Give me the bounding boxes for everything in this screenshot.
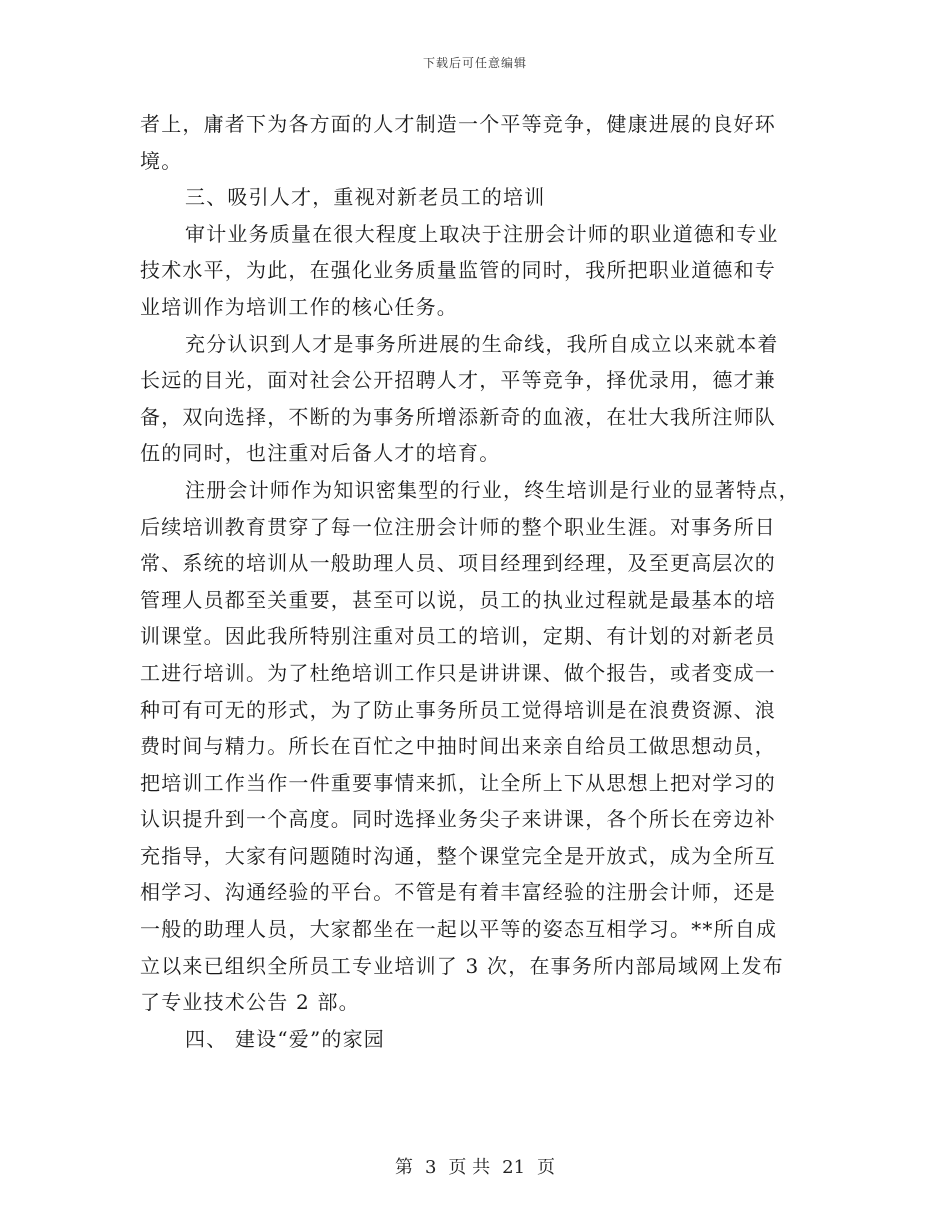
text-line: 备，双向选择，不断的为事务所增添新奇的血液，在壮大我所注师队 (140, 404, 776, 429)
text-line: 者上，庸者下为各方面的人才制造一个平等竞争，健康进展的良好环 (140, 112, 776, 136)
text-line: 种可有可无的形式，为了防止事务所员工觉得培训是在浪费资源、浪 (140, 697, 776, 722)
footer-page-number: 3 (424, 1157, 437, 1178)
text-line: 审计业务质量在很大程度上取决于注册会计师的职业道德和专业 (185, 221, 779, 246)
page-footer (0, 1153, 950, 1179)
text-line: 四、 建设“爱”的家园 (185, 1026, 386, 1051)
text-line: 工进行培训。为了杜绝培训工作只是讲讲课、做个报告，或者变成一 (140, 660, 776, 685)
text-line: 相学习、沟通经验的平台。不管是有着丰富经验的注册会计师，还是 (140, 880, 776, 905)
text-line: 注册会计师作为知识密集型的行业，终生培训是行业的显著特点， (185, 477, 800, 502)
footer-prefix: 第 (394, 1157, 413, 1178)
text-line: 训课堂。因此我所特别注重对员工的培训，定期、有计划的对新老员 (140, 624, 776, 649)
text-line: 了专业技术公告 2 部。 (140, 990, 360, 1015)
document-body (140, 106, 800, 1057)
text-line: 一般的助理人员，大家都坐在一起以平等的姿态互相学习。**所自成 (140, 917, 778, 942)
text-line: 管理人员都至关重要，甚至可以说，员工的执业过程就是最基本的培 (140, 587, 776, 612)
text-line: 技术水平，为此，在强化业务质量监管的同时，我所把职业道德和专 (140, 258, 776, 283)
text-line: 业培训作为培训工作的核心任务。 (140, 294, 458, 319)
footer-middle: 页 共 (448, 1157, 491, 1178)
text-line: 伍的同时，也注重对后备人才的培育。 (140, 441, 501, 466)
text-line: 认识提升到一个高度。同时选择业务尖子来讲课，各个所长在旁边补 (140, 807, 776, 832)
text-line: 长远的目光，面对社会公开招聘人才，平等竞争，择优录用，德才兼 (140, 368, 776, 393)
text-line: 把培训工作当作一件重要事情来抓，让全所上下从思想上把对学习的 (140, 770, 776, 795)
text-line: 常、系统的培训从一般助理人员、项目经理到经理，及至更高层次的 (140, 551, 776, 576)
text-line: 费时间与精力。所长在百忙之中抽时间出来亲自给员工做思想动员， (140, 734, 776, 759)
text-line: 充分认识到人才是事务所进展的生命线，我所自成立以来就本着 (185, 331, 779, 356)
text-line: 境。 (140, 148, 183, 173)
footer-suffix: 页 (537, 1157, 556, 1178)
text-line: 充指导，大家有问题随时沟通，整个课堂完全是开放式，成为全所互 (140, 843, 776, 868)
footer-total-pages: 21 (502, 1157, 526, 1178)
text-line: 立以来已组织全所员工专业培训了 3 次，在事务所内部局域网上发布 (140, 953, 784, 978)
text-line: 后续培训教育贯穿了每一位注册会计师的整个职业生涯。对事务所日 (140, 514, 776, 539)
page-header: 下载后可任意编辑 (422, 56, 527, 70)
text-line: 三、吸引人才，重视对新老员工的培训 (185, 185, 546, 210)
